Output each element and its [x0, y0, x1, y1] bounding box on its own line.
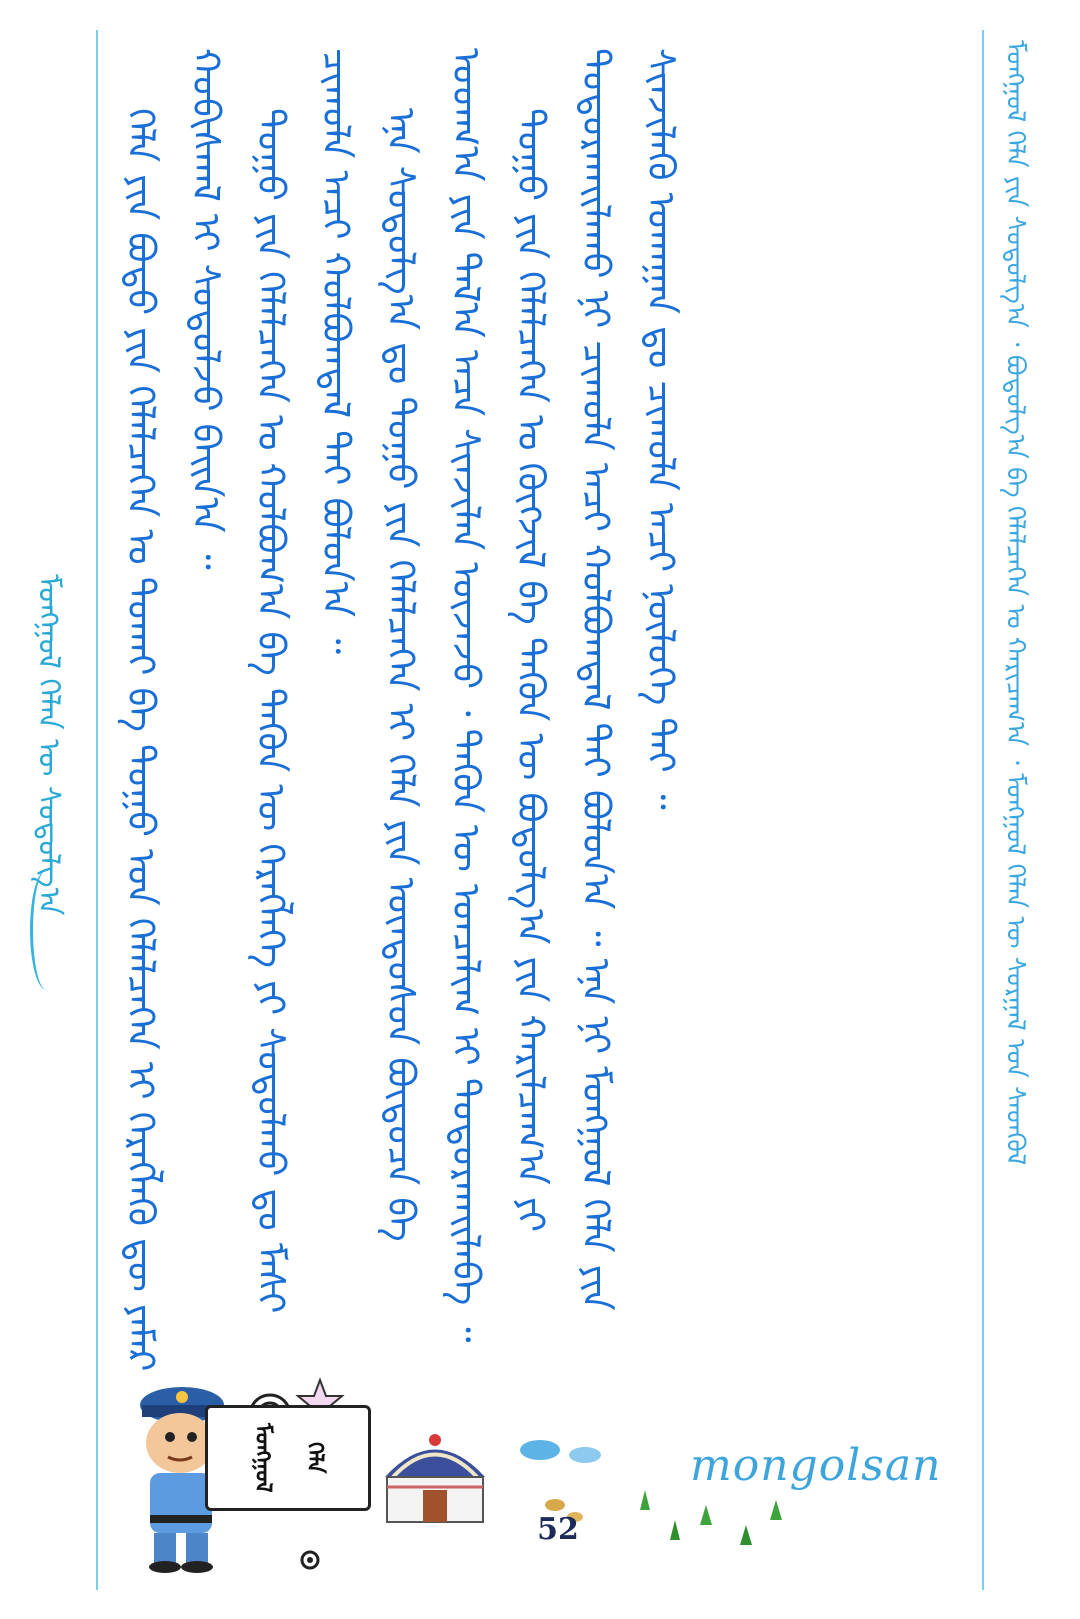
page-number: 52	[537, 1512, 579, 1547]
paragraph: ᠡᠨᠡ ᠰᠣᠳᠣᠯᠭ᠎ᠠ ᠳᠤ ᠲᠣᠭᠤ ᠶᠢᠨ ᠬᠡᠯᠡᠯᠴᠡᠭᠡᠨ ᠢ ᠬᠡᠯᠡ ᠶᠢᠨ ᠦᠨᠳᠦᠰᠦᠨ ᠪᠦᠲᠦᠴᠡ ᠪᠠ ᠤᠳᠬ᠎ᠠ ᠶᠢᠨ ᠲᠠᠯ᠎ᠠ ᠠᠴᠠ ᠰᠢᠨᠵᠢᠯᠡᠨ ᠦᠵᠡᠵᠦ ᠂ ᠲᠡᠭᠦᠨ ᠦ ᠣᠨᠴᠠᠯᠢᠭ ᠢ ᠲᠣᠳᠣᠷᠬᠠᠢᠯᠠᠪᠠ ᠃	[379, 48, 488, 1343]
footer-line: ᠮᠣᠩᠭᠣᠯ ᠬᠡᠯᠡ ᠶᠢᠨ ᠰᠣᠳᠣᠯᠭ᠎ᠠ ᠂ ᠪᠣᠳᠣᠯᠭ᠎ᠠ ᠪᠠ ᠬᠡᠯᠡᠯᠴᠡᠭᠡᠨ ᠤ ᠬᠠᠷᠢᠴᠠᠭ᠎ᠠ ᠂ ᠮᠣᠩᠭᠣᠯ ᠬᠡᠯᠡᠨ ᠦ ᠰᠤᠷᠭᠠᠯ ᠤᠨ ᠰᠡᠳᠬᠦᠯ	[1000, 40, 1030, 1166]
paragraph: ᠲᠣᠭᠤ ᠶᠢᠨ ᠬᠡᠯᠡᠯᠴᠡᠭᠡᠨ ᠤ ᠬᠥᠭᠵᠢᠯ ᠪᠠ ᠲᠡᠭᠦᠨ ᠦ ᠪᠣᠳᠣᠯᠭ᠎ᠠ ᠶᠢᠨ ᠬᠠᠷᠢᠯᠴᠠᠭ᠎ᠠ ᠶᠢ ᠲᠣᠳᠣᠷᠬᠠᠢᠯᠠᠬᠤ ᠨᠢ ᠴᠢᠬᠤᠯᠠ ᠠᠴᠢ ᠬᠣᠯᠪᠣᠭᠳᠠᠯ ᠲᠠᠢ ᠪᠣᠯᠤᠨ᠎ᠠ ᠃ ᠡᠨᠡ ᠨᠢ ᠮᠣᠩᠭᠣᠯ ᠬᠡᠯᠡ ᠶᠢᠨ ᠰᠢᠨᠵᠢᠯᠡᠬᠦ ᠤᠬᠠᠭᠠᠨ ᠳᠤ ᠴᠢᠬᠤᠯᠠ ᠠᠴᠢ ᠨᠥᠯᠦᠭᠡ ᠲᠠᠢ ᠃	[509, 48, 683, 1311]
sign-board	[205, 1405, 371, 1511]
yurt-illustration	[375, 1422, 495, 1532]
paragraph: ᠬᠡᠯᠡ ᠶᠢᠨ ᠪᠣᠳᠣ ᠶᠢᠨ ᠬᠡᠯᠡᠯᠴᠡᠭᠡᠨ ᠤ ᠲᠤᠬᠠᠢ ᠪᠠ ᠲᠣᠭᠤ ᠤᠨ ᠬᠡᠯᠡᠯᠴᠡᠭᠡᠨ ᠢ ᠬᠡᠷᠡᠭᠯᠡᠬᠦ ᠳᠦ ᠶᠠᠮᠠᠷ ᠬᠤᠪᠢᠰᠬᠠᠯ ᠢ ᠰᠤᠳᠤᠯᠵᠤ ᠪᠠᠢᠨ᠎ᠠ ᠃	[119, 48, 228, 1372]
sign-text: ᠮᠣᠩᠭᠣᠯ	[250, 1423, 275, 1493]
header-swoosh-decoration	[30, 870, 63, 990]
sign-text: ᠬᠡᠯᠡ	[302, 1442, 327, 1474]
watermark-logo: mongolsan	[690, 1440, 942, 1491]
paragraph: ᠲᠣᠭᠤ ᠶᠢᠨ ᠬᠡᠯᠡᠯᠴᠡᠭᠡᠨ ᠤ ᠬᠣᠯᠪᠣᠭ᠎ᠠ ᠪᠠ ᠲᠡᠭᠦᠨ ᠦ ᠬᠡᠷᠡᠭᠯᠡᠭᠡ ᠶᠢ ᠰᠣᠳᠣᠯᠬᠣ ᠳᠤ ᠮᠠᠰᠢ ᠴᠢᠬᠤᠯᠠ ᠠᠴᠢ ᠬᠣᠯᠪᠣᠭᠳᠠᠯ ᠲᠠᠢ ᠪᠣᠯᠤᠨ᠎ᠠ ᠃	[249, 48, 358, 1314]
main-text	[108, 48, 938, 1378]
running-header: ᠮᠣᠩᠭᠣᠯ ᠬᠡᠯᠡᠨ ᠦ ᠰᠣᠳᠤᠯᠭ᠎ᠠ	[31, 574, 66, 916]
